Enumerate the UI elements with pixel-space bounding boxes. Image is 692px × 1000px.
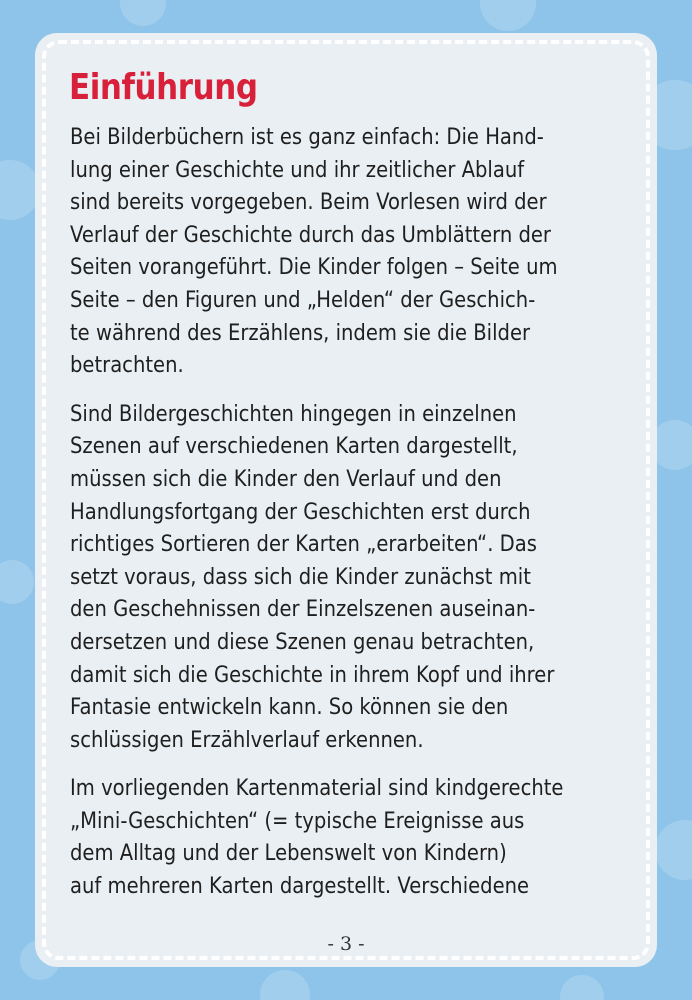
paragraph-1 [70,121,650,382]
text-line: Fantasie entwickeln kann. So können sie den [70,694,509,721]
text-line: betrachten. [70,352,184,379]
paragraph-2 [70,398,650,757]
page-number: - 3 - [327,933,365,955]
text-line: lung einer Geschichte und ihr zeitlicher Ablauf [70,156,525,183]
text-line: damit sich die Geschichte in ihrem Kopf und ihrer [70,661,555,688]
text-line: setzt voraus, dass sich die Kinder zunächst mit [70,563,531,590]
paragraph-3 [70,772,650,902]
text-line: Verlauf der Geschichte durch das Umblättern der [70,221,551,248]
page-title: Einführung [69,67,258,108]
text-line: dem Alltag und der Lebenswelt von Kindern) [70,840,507,867]
text-line: Bei Bilderbüchern ist es ganz einfach: Die Hand- [70,124,544,150]
text-line: dersetzen und diese Szenen genau betrachten, [70,628,535,655]
text-line: auf mehreren Karten dargestellt. Verschiedene [70,873,530,900]
text-line: te während des Erzählens, indem sie die Bilder [70,319,531,346]
text-line: Handlungsfortgang der Geschichten erst durch [70,498,531,525]
text-line: Sind Bildergeschichten hingegen in einzelnen [70,400,517,427]
text-card [35,33,657,967]
text-line: Im vorliegenden Kartenmaterial sind kindgerechte [70,775,564,802]
text-line: Seite – den Figuren und „Helden“ der Geschich- [70,286,536,313]
text-line: „Mini-Geschichten“ (= typische Ereignisse aus [70,807,525,834]
text-line: müssen sich die Kinder den Verlauf und den [70,465,502,492]
body-text [70,121,650,919]
text-line: Szenen auf verschiedenen Karten dargestellt, [70,433,518,460]
text-line: richtiges Sortieren der Karten „erarbeiten“. Das [70,531,537,558]
text-line: den Geschehnissen der Einzelszenen auseinan- [70,596,536,623]
text-line: sind bereits vorgegeben. Beim Vorlesen wird der [70,189,547,216]
text-line: Seiten vorangeführt. Die Kinder folgen – Seite um [70,254,558,281]
text-line: schlüssigen Erzählverlauf erkennen. [70,726,424,753]
